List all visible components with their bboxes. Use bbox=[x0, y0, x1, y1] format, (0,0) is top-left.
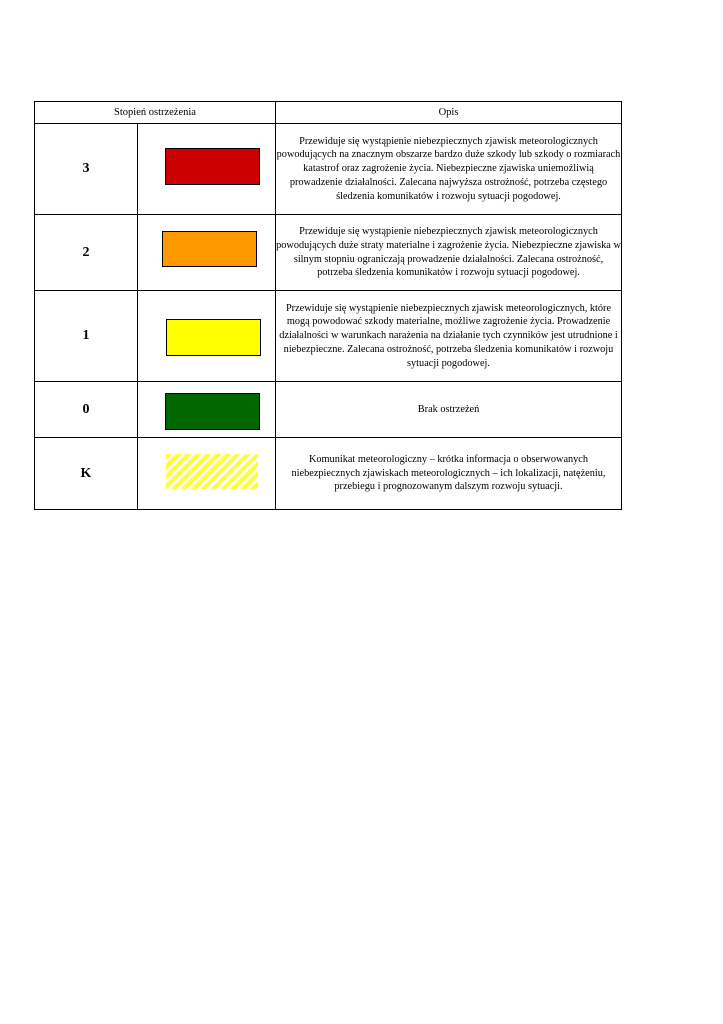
color-swatch-cell bbox=[138, 438, 276, 510]
color-swatch-cell bbox=[138, 124, 276, 215]
level-description: Brak ostrzeżeń bbox=[276, 382, 622, 438]
table-row bbox=[35, 291, 622, 382]
hatched-yellow-swatch bbox=[166, 454, 258, 489]
color-swatch-cell bbox=[138, 215, 276, 291]
level-label: 3 bbox=[35, 124, 138, 215]
header-description: Opis bbox=[276, 102, 622, 124]
level-description: Przewiduje się wystąpienie niebezpiecznych zjawisk meteorologicznych powodujących na znacznym obszarze bardzo duże szkody lub szkody o rozmiarach katastrof oraz zagrożenie życia. Niebezpieczne zjawiska uniemożliwią prowadzenie działalności. Zalecana najwyższa ostrożność, potrzeba częstego śledzenia komunikatów i rozwoju sytuacji pogodowej. bbox=[276, 124, 622, 215]
table-row bbox=[35, 382, 622, 438]
table-row bbox=[35, 215, 622, 291]
table-row bbox=[35, 124, 622, 215]
red-color-swatch bbox=[165, 148, 260, 185]
level-label: 1 bbox=[35, 291, 138, 382]
header-level: Stopień ostrzeżenia bbox=[35, 102, 276, 124]
table-header-row bbox=[35, 102, 622, 124]
level-description: Przewiduje się wystąpienie niebezpiecznych zjawisk meteorologicznych powodujących duże straty materialne i zagrożenie życia. Niebezpieczne zjawiska w silnym stopniu ograniczają prowadzenie działalności. Zalecana ostrożność, potrzeba śledzenia komunikatów i rozwoju sytuacji pogodowej. bbox=[276, 215, 622, 291]
level-label: K bbox=[35, 438, 138, 510]
table-row bbox=[35, 438, 622, 510]
green-color-swatch bbox=[165, 393, 260, 430]
orange-color-swatch bbox=[162, 231, 257, 267]
color-swatch-cell bbox=[138, 291, 276, 382]
level-description: Przewiduje się wystąpienie niebezpiecznych zjawisk meteorologicznych, które mogą powodować szkody materialne, możliwe zagrożenie życia. Prowadzenie działalności w warunkach narażenia na działanie tych czynników jest utrudnione i niebezpieczne. Zalecana ostrożność, potrzeba śledzenia komunikatów i rozwoju sytuacji pogodowej. bbox=[276, 291, 622, 382]
color-swatch-cell bbox=[138, 382, 276, 438]
level-label: 2 bbox=[35, 215, 138, 291]
level-label: 0 bbox=[35, 382, 138, 438]
yellow-color-swatch bbox=[166, 319, 261, 356]
warning-levels-table bbox=[34, 101, 622, 510]
level-description: Komunikat meteorologiczny – krótka informacja o obserwowanych niebezpiecznych zjawiskach meteorologicznych – ich lokalizacji, natężeniu, przebiegu i prognozowanym dalszym rozwoju sytuacji. bbox=[276, 438, 622, 510]
